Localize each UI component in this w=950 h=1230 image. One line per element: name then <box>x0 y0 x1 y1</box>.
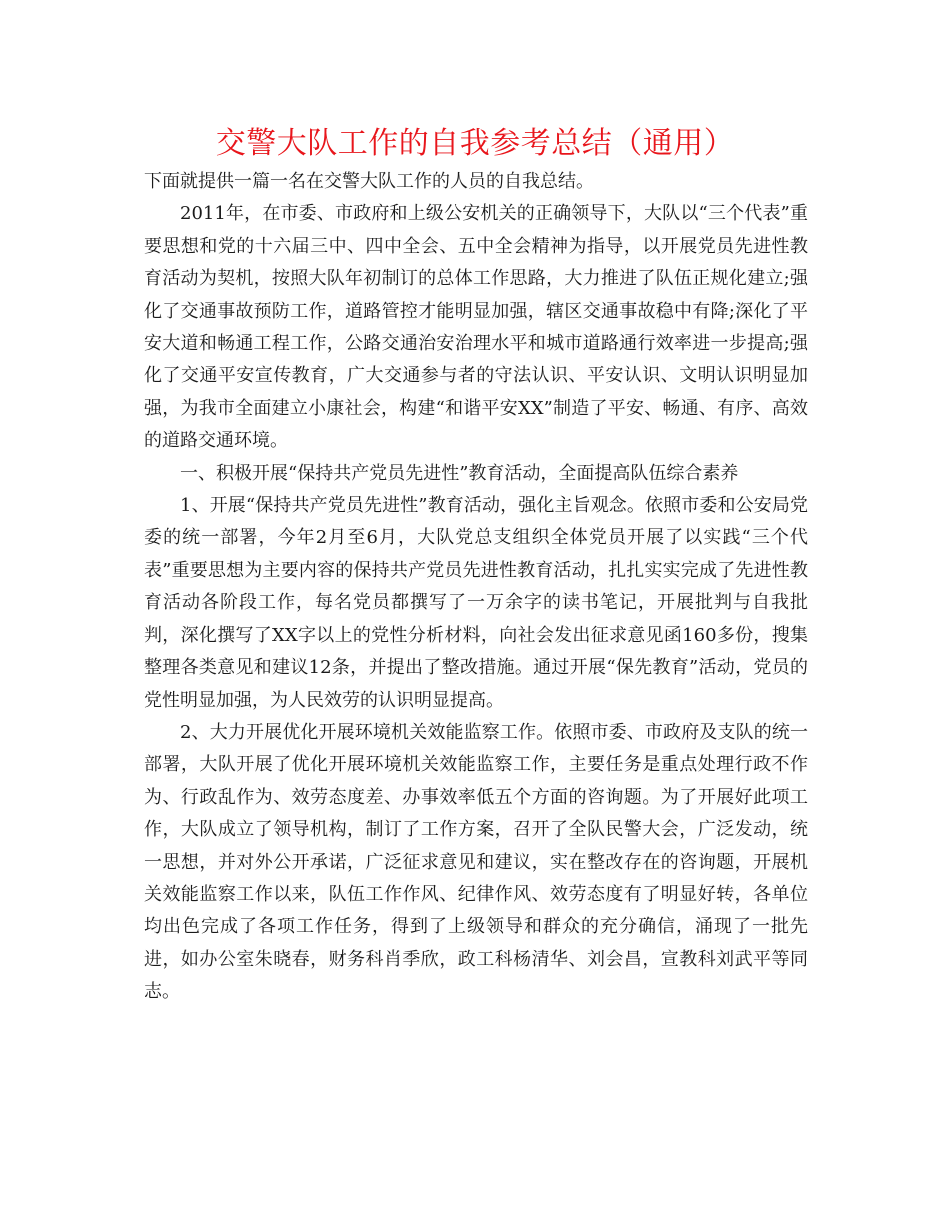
paragraph-item-1: 1、开展“保持共产党员先进性”教育活动，强化主旨观念。依照市委和公安局党委的统一部署，今年2月至6月，大队党总支组织全体党员开展了以实践“三个代表”重要思想为主要内容的保持共产党员先进性教育活动，扎扎实实完成了先进性教育活动各阶段工作，每名党员都撰写了一万余字的读书笔记，开展批判与自我批判，深化撰写了XX字以上的党性分析材料，向社会发出征求意见函160多份，搜集整理各类意见和建议12条，并提出了整改措施。通过开展“保先教育”活动，党员的党性明显加强，为人民效劳的认识明显提高。 <box>144 495 808 711</box>
paragraph-intro: 下面就提供一篇一名在交警大队工作的人员的自我总结。 <box>144 171 594 192</box>
paragraph-item-2: 2、大力开展优化开展环境机关效能监察工作。依照市委、市政府及支队的统一部署，大队开展了优化开展环境机关效能监察工作，主要任务是重点处理行政不作为、行政乱作为、效劳态度差、办事效率低五个方面的咨询题。为了开展好此项工作，大队成立了领导机构，制订了工作方案，召开了全队民警大会，广泛发动，统一思想，并对外公开承诺，广泛征求意见和建议，实在整改存在的咨询题，开展机关效能监察工作以来，队伍工作作风、纪律作风、效劳态度有了明显好转，各单位均出色完成了各项工作任务，得到了上级领导和群众的充分确信，涌现了一批先进，如办公室朱晓春，财务科肖季欣，政工科杨清华、刘会昌，宣教科刘武平等同志。 <box>144 721 808 1003</box>
section-heading-1: 一、积极开展“保持共产党员先进性”教育活动，全面提高队伍综合素养 <box>180 462 739 484</box>
paragraph-overview: 2011年，在市委、市政府和上级公安机关的正确领导下，大队以“三个代表”重要思想和党的十六届三中、四中全会、五中全会精神为指导，以开展党员先进性教育活动为契机，按照大队年初制订的总体工作思路，大力推进了队伍正规化建立;强化了交通事故预防工作，道路管控才能明显加强，辖区交通事故稳中有降;深化了平安大道和畅通工程工作，公路交通治安治理水平和城市道路通行效率进一步提高;强化了交通平安宣传教育，广大交通参与者的守法认识、平安认识、文明认识明显加强，为我市全面建立小康社会，构建“和谐平安XX”制造了平安、畅通、有序、高效的道路交通环境。 <box>144 203 808 452</box>
document-title: 交警大队工作的自我参考总结（通用） <box>215 126 735 161</box>
document-body <box>144 166 808 1009</box>
